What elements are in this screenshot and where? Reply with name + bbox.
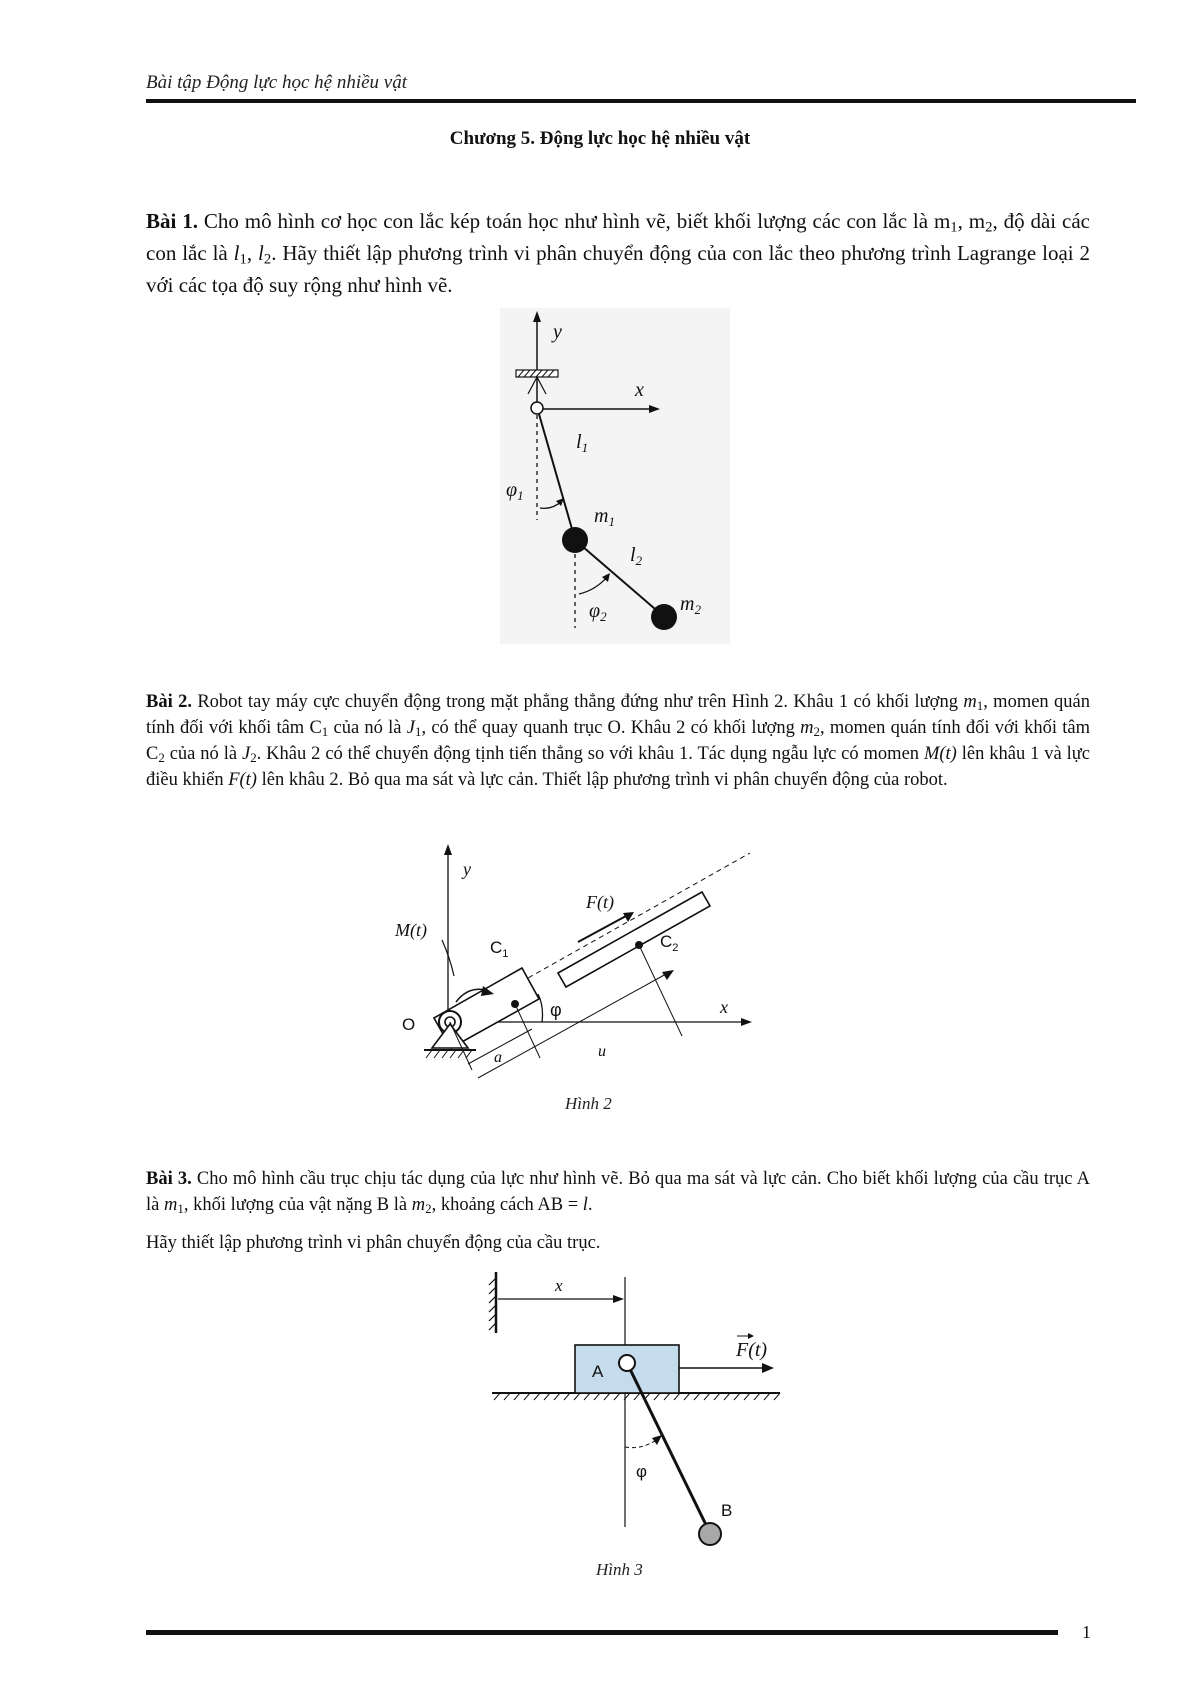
a-label: a — [494, 1049, 502, 1066]
mass-2 — [651, 604, 677, 630]
x-axis-label: x — [720, 997, 728, 1017]
rail-hatch — [494, 1393, 780, 1400]
figure-2-caption: Hình 2 — [565, 1094, 612, 1113]
exercise-1-text: Bài 1. Cho mô hình cơ học con lắc kép toán học như hình vẽ, biết khối lượng các con lắc là $m_1$, $m_2$, độ dài các con lắc là $l_1$, $l_2$. Hãy thiết lập phương trình vi phân chuyển động của con lắc theo phương trình Lagrange loại 2 với các tọa độ suy rộng như hình vẽ. — [146, 209, 1091, 297]
exercise-2-label: Bài 2. — [146, 692, 192, 712]
running-header: Bài tập Động lực học hệ nhiều vật — [146, 72, 407, 93]
mass-b — [699, 1523, 721, 1545]
exercise-3-label: Bài 3. — [146, 1169, 192, 1189]
phi2-label: $\varphi_2$ — [589, 600, 607, 624]
pivot-joint — [531, 402, 543, 414]
crane-figure — [480, 1257, 800, 1587]
force-label: F(t) — [736, 1339, 768, 1361]
double-pendulum-figure — [500, 308, 730, 644]
mt-label: M(t) — [395, 920, 427, 940]
l1-label: $l_1$ — [576, 431, 589, 455]
c2-label: $C_2$ — [660, 932, 679, 954]
phi-label: φ — [636, 1462, 648, 1481]
y-axis-arrow-icon — [444, 844, 452, 855]
m2-label: $m_2$ — [680, 593, 701, 617]
phi-arrow-icon — [652, 1435, 662, 1445]
footer-rule — [146, 1630, 1058, 1635]
polar-robot-figure — [390, 838, 770, 1120]
x-axis-arrow-icon — [741, 1018, 752, 1026]
page-number: 1 — [1082, 1622, 1091, 1642]
phi-label: φ — [550, 1000, 562, 1020]
o-label: O — [402, 1015, 416, 1034]
header-rule — [146, 99, 1136, 103]
u-label: u — [598, 1043, 606, 1060]
exercise-3-text: Bài 3. Cho mô hình cầu trục chịu tác dụng của lực như hình vẽ. Bỏ qua ma sát và lực cản. Cho biết khối lượng của cầu trục A là $m_1$, khối lượng của vật nặng B là $m_2$, khoảng cách AB = l. — [146, 1169, 1090, 1217]
c1-label: $C_1$ — [490, 938, 509, 960]
y-axis-label: y — [463, 859, 471, 879]
chapter-title: Chương 5. Động lực học hệ nhiều vật — [449, 128, 751, 149]
exercise-3-instruction: Hãy thiết lập phương trình vi phân chuyển động của cầu trục. — [146, 1233, 601, 1253]
x-label: x — [555, 1276, 563, 1295]
x-axis-label: x — [635, 379, 644, 401]
ft-label: F(t) — [586, 892, 614, 912]
y-axis-label: y — [553, 321, 562, 343]
exercise-2-text: Bài 2. Robot tay máy cực chuyển động trong mặt phẳng thẳng đứng như trên Hình 2. Khâu 1 có khối lượng $m_1$, momen quán tính đối với khối tâm $C_1$ của nó là $J_1$, có thể quay quanh trục O. Khâu 2 có khối lượng $m_2$, momen quán tính đối với khối tâm $C_2$ của nó là $J_2$. Khâu 2 có thể chuyển động tịnh tiến thẳng so với khâu 1. Tác dụng ngẫu lực có momen M(t) lên khâu 1 và lực điều khiển F(t) lên khâu 2. Bỏ qua ma sát và lực cản. Thiết lập phương trình vi phân chuyển động của robot. — [146, 692, 1091, 790]
joint-a — [619, 1355, 635, 1371]
x-dimension-arrow-icon — [613, 1295, 624, 1303]
exercise-1-label: Bài 1. — [146, 209, 198, 233]
a-label: A — [592, 1362, 604, 1381]
l2-label: $l_2$ — [630, 544, 643, 568]
phi-arc — [625, 1439, 658, 1448]
m1-label: $m_1$ — [594, 505, 615, 529]
figure-3-caption: Hình 3 — [596, 1560, 643, 1579]
phi1-label: $\varphi_1$ — [506, 479, 524, 503]
force-arrow-icon — [762, 1363, 774, 1373]
figure-background — [500, 308, 730, 644]
b-label: B — [721, 1501, 733, 1520]
